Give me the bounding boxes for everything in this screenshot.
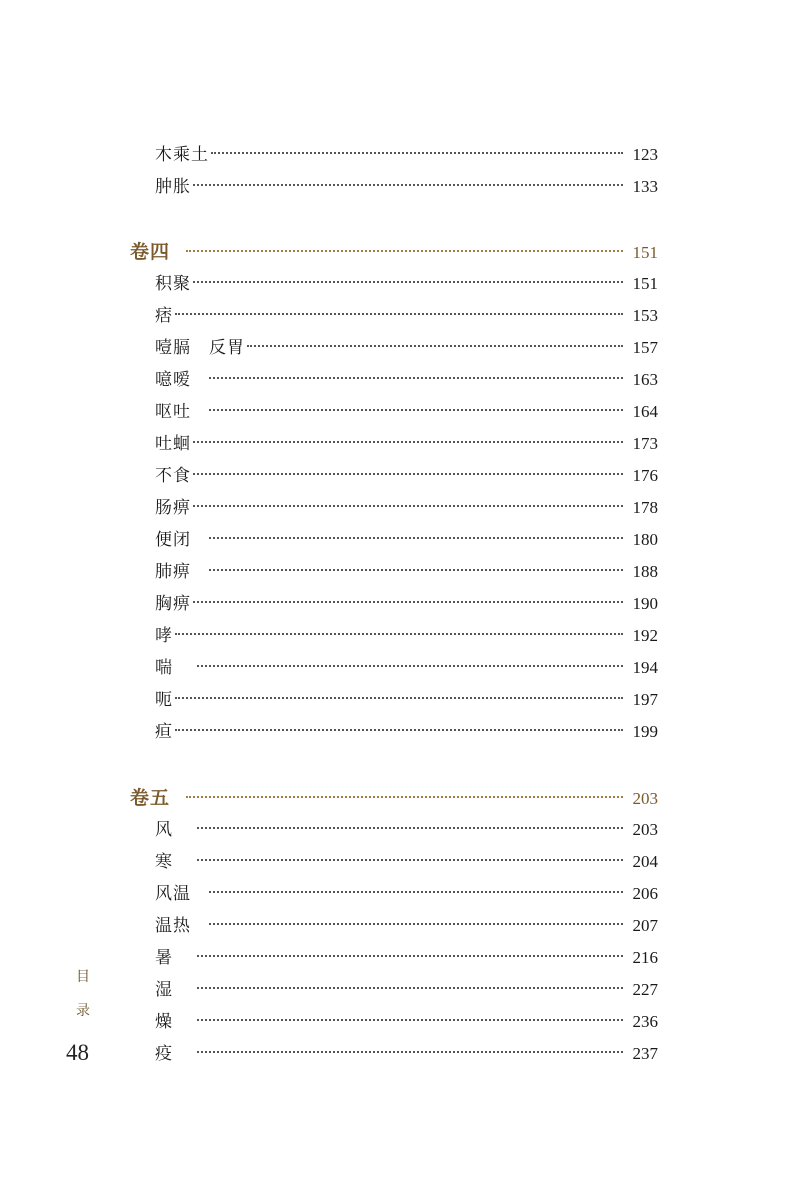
dot-leader xyxy=(193,601,623,603)
entry-label: 木乘土 xyxy=(155,145,209,165)
entry-page: 216 xyxy=(632,948,658,967)
dot-leader xyxy=(193,505,623,507)
entry-page: 199 xyxy=(632,722,658,741)
dot-leader xyxy=(197,987,623,989)
dot-leader xyxy=(197,1051,623,1053)
toc-entry[interactable] xyxy=(155,1007,658,1037)
entry-label: 便闭 xyxy=(155,530,191,550)
entry-page: 197 xyxy=(632,690,658,709)
entry-page: 123 xyxy=(632,145,658,164)
entry-page: 176 xyxy=(632,466,658,485)
toc-entry[interactable] xyxy=(155,140,658,170)
dot-leader xyxy=(175,729,623,731)
entry-label: 胸痹 xyxy=(155,594,191,614)
entry-page: 133 xyxy=(632,177,658,196)
entry-label: 噎膈 xyxy=(155,338,191,358)
entry-page: 164 xyxy=(632,402,658,421)
chapter-title: 卷五 xyxy=(130,787,171,809)
dot-leader xyxy=(186,796,622,798)
entry-page: 192 xyxy=(632,626,658,645)
dot-leader xyxy=(186,250,622,252)
toc-entry[interactable] xyxy=(155,589,658,619)
chapter-page: 151 xyxy=(632,243,658,262)
entry-page: 204 xyxy=(632,852,658,871)
toc-entry[interactable] xyxy=(155,943,658,973)
entry-page: 163 xyxy=(632,370,658,389)
entry-label: 喘 xyxy=(155,658,173,678)
toc-entry[interactable] xyxy=(155,879,658,909)
entry-page: 151 xyxy=(632,274,658,293)
toc-entry[interactable] xyxy=(155,172,658,202)
toc-entry[interactable] xyxy=(155,557,658,587)
toc-entry[interactable] xyxy=(155,365,658,395)
toc-entry[interactable] xyxy=(155,429,658,459)
entry-label: 吐蛔 xyxy=(155,434,191,454)
entry-label: 呕吐 xyxy=(155,402,191,422)
entry-page: 190 xyxy=(632,594,658,613)
dot-leader xyxy=(193,473,623,475)
toc-entry[interactable] xyxy=(155,815,658,845)
entry-label: 肿胀 xyxy=(155,177,191,197)
toc-entry[interactable] xyxy=(155,685,658,715)
entry-page: 207 xyxy=(632,916,658,935)
entry-label: 风温 xyxy=(155,884,191,904)
entry-page: 194 xyxy=(632,658,658,677)
entry-label: 燥 xyxy=(155,1012,173,1032)
entry-label: 疫 xyxy=(155,1044,173,1064)
entry-sublabel: 反胃 xyxy=(209,338,245,358)
entry-label: 疸 xyxy=(155,722,173,742)
toc-entry[interactable] xyxy=(155,301,658,331)
side-label-char: 目 xyxy=(76,969,90,985)
dot-leader xyxy=(209,891,623,893)
entry-label: 温热 xyxy=(155,916,191,936)
toc-entry[interactable] xyxy=(155,333,658,363)
entry-page: 188 xyxy=(632,562,658,581)
dot-leader xyxy=(209,537,623,539)
entry-label: 肺痹 xyxy=(155,562,191,582)
dot-leader xyxy=(193,281,623,283)
toc-entry[interactable] xyxy=(155,621,658,651)
dot-leader xyxy=(175,633,623,635)
dot-leader xyxy=(175,313,623,315)
entry-label: 湿 xyxy=(155,980,173,1000)
dot-leader xyxy=(197,955,623,957)
toc-entry[interactable] xyxy=(155,975,658,1005)
chapter-heading-volume4[interactable] xyxy=(130,237,658,267)
entry-page: 206 xyxy=(632,884,658,903)
entry-page: 203 xyxy=(632,820,658,839)
dot-leader xyxy=(193,184,623,186)
entry-label: 痞 xyxy=(155,306,173,326)
entry-label: 肠痹 xyxy=(155,498,191,518)
side-label-char: 录 xyxy=(76,1003,90,1019)
entry-page: 180 xyxy=(632,530,658,549)
toc-entry[interactable] xyxy=(155,461,658,491)
chapter-title: 卷四 xyxy=(130,241,171,263)
dot-leader xyxy=(209,377,623,379)
toc-entry[interactable] xyxy=(155,397,658,427)
entry-label: 噫嗳 xyxy=(155,370,191,390)
dot-leader xyxy=(211,152,623,154)
entry-label: 风 xyxy=(155,820,173,840)
entry-page: 153 xyxy=(632,306,658,325)
dot-leader xyxy=(209,569,623,571)
toc-entry[interactable] xyxy=(155,911,658,941)
dot-leader xyxy=(193,441,623,443)
entry-label: 积聚 xyxy=(155,274,191,294)
entry-label: 寒 xyxy=(155,852,173,872)
entry-label: 呃 xyxy=(155,690,173,710)
dot-leader xyxy=(197,665,623,667)
entry-page: 157 xyxy=(632,338,658,357)
dot-leader xyxy=(197,827,623,829)
entry-page: 173 xyxy=(632,434,658,453)
dot-leader xyxy=(247,345,623,347)
dot-leader xyxy=(209,923,623,925)
entry-page: 227 xyxy=(632,980,658,999)
entry-label: 不食 xyxy=(155,466,191,486)
toc-entry[interactable] xyxy=(155,525,658,555)
toc-entry[interactable] xyxy=(155,493,658,523)
toc-entry[interactable] xyxy=(155,1039,658,1069)
toc-entry[interactable] xyxy=(155,269,658,299)
entry-label: 哮 xyxy=(155,626,173,646)
chapter-heading-volume5[interactable] xyxy=(130,783,658,813)
chapter-page: 203 xyxy=(632,789,658,808)
dot-leader xyxy=(197,859,623,861)
entry-page: 236 xyxy=(632,1012,658,1031)
page-number: 48 xyxy=(66,1040,89,1065)
dot-leader xyxy=(209,409,623,411)
dot-leader xyxy=(197,1019,623,1021)
toc-entry[interactable] xyxy=(155,653,658,683)
dot-leader xyxy=(175,697,623,699)
entry-page: 178 xyxy=(632,498,658,517)
entry-label: 暑 xyxy=(155,948,173,968)
toc-entry[interactable] xyxy=(155,717,658,747)
entry-page: 237 xyxy=(632,1044,658,1063)
toc-entry[interactable] xyxy=(155,847,658,877)
